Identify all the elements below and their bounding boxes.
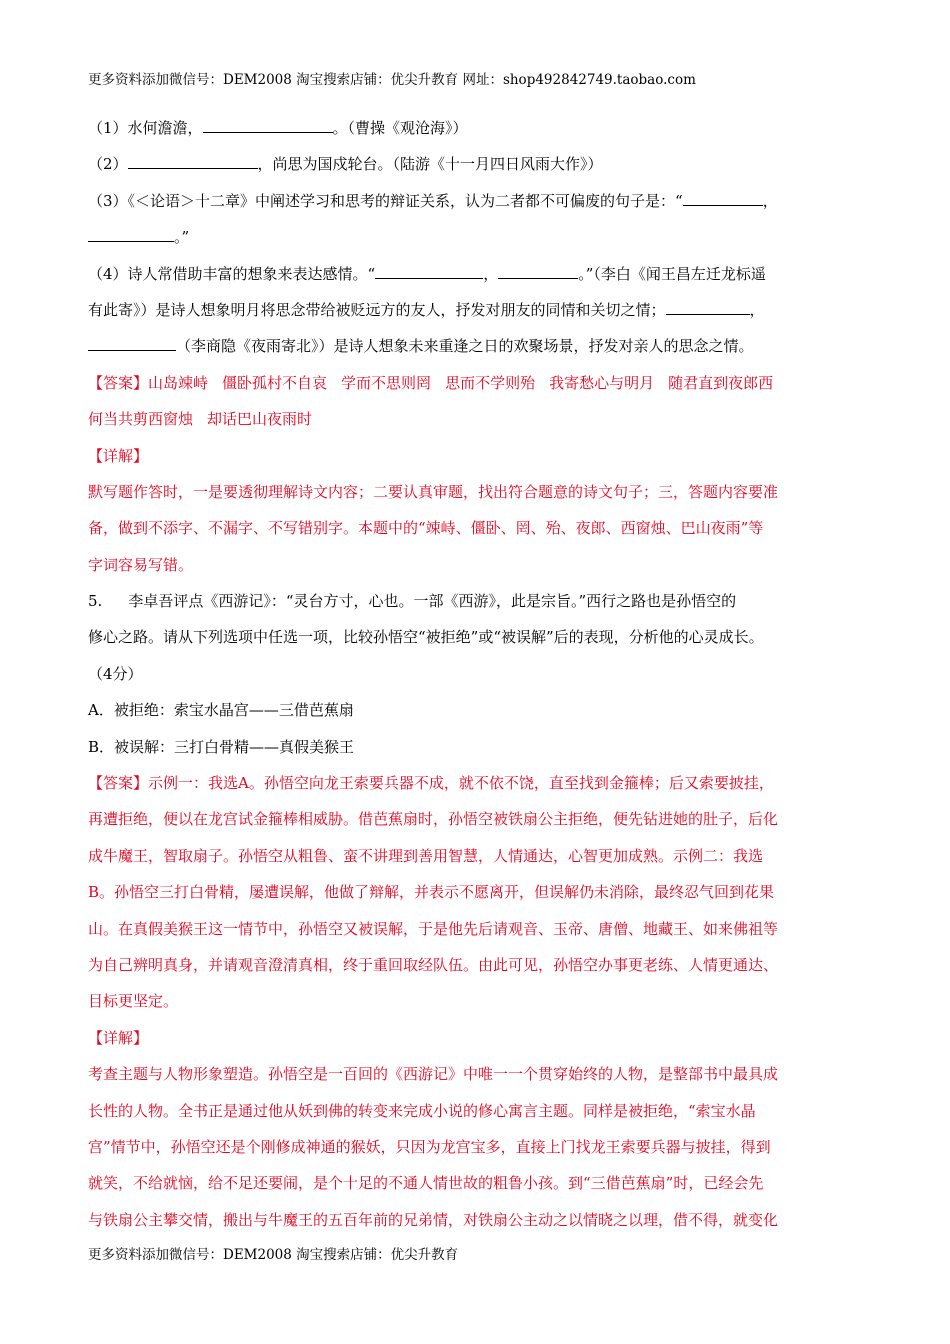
blank <box>88 334 176 351</box>
answer-tag: 【答案】 <box>88 373 149 392</box>
page-footer: 更多资料添加微信号：DEM2008 淘宝搜索店铺：优尖升教育 <box>88 1247 459 1263</box>
answer-1-line-2: 何当共剪西窗烛 却话巴山夜雨时 <box>88 410 313 429</box>
question-4-line-3: （李商隐《夜雨寄北》）是诗人想象未来重逢之日的欢聚场景，抒发对亲人的思念之情。 <box>88 332 863 368</box>
question-2: （2） ，尚思为国戍轮台。（陆游《十一月四日风雨大作》） <box>88 150 863 186</box>
detail-2-line: 与铁扇公主攀交情，搬出与牛魔王的五百年前的兄弟情，对铁扇公主动之以情晓之以理，借不得，就变化 <box>88 1210 779 1229</box>
blank <box>375 262 483 279</box>
answer-2-line: 为自己辨明真身，并请观音澄清真相，终于重回取经队伍。由此可见，孙悟空办事更老练、人情更通达、 <box>88 955 779 974</box>
detail-2-line: 宫”情节中，孙悟空还是个刚修成神通的猴妖，只因为龙宫宝多，直接上门找龙王索要兵器与披挂，得到 <box>88 1137 771 1156</box>
question-4-line-2: 有此寄》）是诗人想象明月将思念带给被贬远方的友人，抒发对朋友的同情和关切之情； ， <box>88 296 863 332</box>
question-4-line-1: （4）诗人常借助丰富的想象来表达感情。“ ， 。”（李白《闻王昌左迁龙标遥 <box>88 260 863 296</box>
answer-2-line: B。孙悟空三打白骨精，屡遭误解，他做了辩解，并表示不愿离开，但误解仍未消除，最终忍气回到花果 <box>88 883 775 902</box>
option-a: A．被拒绝：索宝水晶宫——三借芭蕉扇 <box>88 701 354 720</box>
question-1: （1）水何澹澹， 。（曹操《观沧海》） <box>88 114 863 150</box>
blank <box>128 152 258 169</box>
content <box>88 114 863 1242</box>
question-5-line-3: （4分） <box>88 664 143 683</box>
page-header: 更多资料添加微信号：DEM2008 淘宝搜索店铺：优尖升教育 网址：shop492842749.taobao.com <box>88 72 696 88</box>
question-number: 5. <box>88 592 103 611</box>
question-3-line-2: 。” <box>88 223 863 259</box>
blank <box>203 116 333 133</box>
option-b: B．被误解：三打白骨精——真假美猴王 <box>88 737 355 756</box>
answer-2-line: 再遭拒绝，便以在龙宫试金箍棒相威胁。借芭蕉扇时，孙悟空被铁扇公主拒绝，便先钻进她的肚子，后化 <box>88 810 779 829</box>
answer-1-line-1: 【答案】山岛竦峙 僵卧孤村不自哀 学而不思则罔 思而不学则殆 我寄愁心与明月 随君直到夜郎西 <box>88 373 774 392</box>
blank <box>666 298 750 315</box>
question-5-line-2: 修心之路。请从下列选项中任选一项，比较孙悟空“被拒绝”或“被误解”后的表现，分析他的心灵成长。 <box>88 628 764 647</box>
answer-2-line: 目标更坚定。 <box>88 992 179 1011</box>
detail-2-line: 就笑，不给就恼，给不足还要闹，是个十足的不通人情世故的粗鲁小孩。到“三借芭蕉扇”时，已经会先 <box>88 1174 764 1193</box>
detail-1-line: 默写题作答时，一是要透彻理解诗文内容；二要认真审题，找出符合题意的诗文句子；三，答题内容要准 <box>88 482 779 501</box>
question-5-line-1: 5. 李卓吾评点《西游记》：“灵台方寸，心也。一部《西游》，此是宗旨。”西行之路也是孙悟空的 <box>88 592 737 611</box>
detail-2-line: 考查主题与人物形象塑造。孙悟空是一百回的《西游记》中唯一一个贯穿始终的人物，是整部书中最具成 <box>88 1065 779 1084</box>
blank <box>88 225 174 242</box>
detail-2-tag: 【详解】 <box>88 1028 149 1047</box>
blank <box>498 262 578 279</box>
detail-1-tag: 【详解】 <box>88 446 149 465</box>
detail-1-line: 字词容易写错。 <box>88 555 194 574</box>
answer-2-line: 成牛魔王，智取扇子。孙悟空从粗鲁、蛮不讲理到善用智慧，人情通达，心智更加成熟。示例二：我选 <box>88 846 764 865</box>
detail-2-line: 长性的人物。全书正是通过他从妖到佛的转变来完成小说的修心寓言主题。同样是被拒绝，“索宝水晶 <box>88 1101 756 1120</box>
question-3-line-1: （3）《＜论语＞十二章》中阐述学习和思考的辩证关系，认为二者都不可偏废的句子是：“ ， <box>88 187 863 223</box>
detail-1-line: 备，做到不添字、不漏字、不写错别字。本题中的“竦峙、僵卧、罔、殆、夜郎、西窗烛、巴山夜雨”等 <box>88 519 764 538</box>
answer-2-line: 山。在真假美猴王这一情节中，孙悟空又被误解，于是他先后请观音、玉帝、唐僧、地藏王、如来佛祖等 <box>88 919 779 938</box>
answer-tag: 【答案】 <box>88 774 149 793</box>
answer-2-line-1: 【答案】示例一：我选A。孙悟空向龙王索要兵器不成，就不依不饶，直至找到金箍棒；后又索要披挂， <box>88 774 774 793</box>
blank <box>683 189 763 206</box>
